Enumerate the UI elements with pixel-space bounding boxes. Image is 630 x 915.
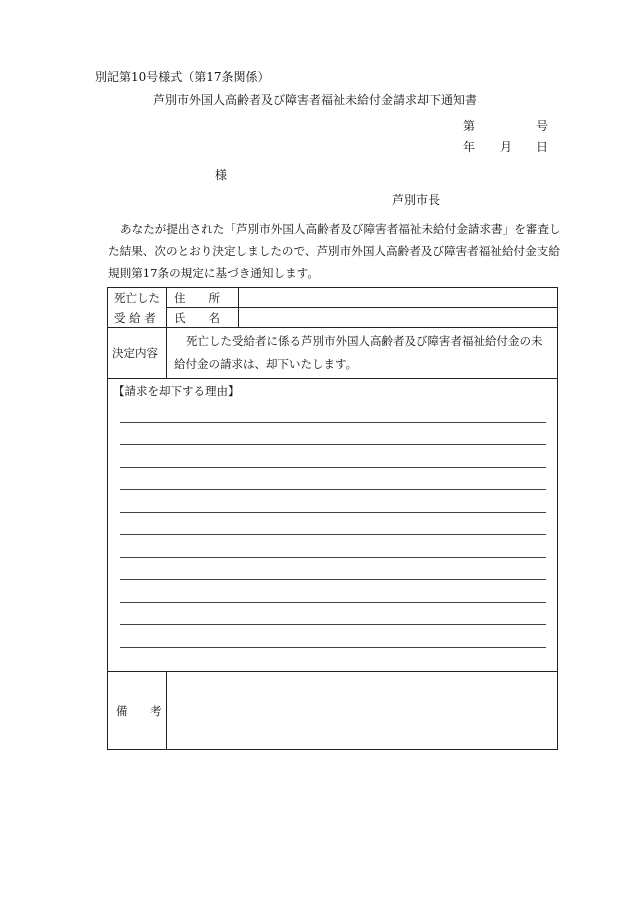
remarks-label-char-2: 考 [150, 704, 162, 718]
date-day-label: 日 [536, 140, 549, 154]
table-column-divider [166, 671, 167, 750]
table-row-divider [107, 378, 558, 379]
remarks-label-char-1: 備 [116, 704, 128, 718]
addressee-honorific: 様 [215, 168, 228, 182]
table-border-bottom [107, 749, 558, 750]
document-number-suffix: 号 [536, 119, 549, 133]
deceased-recipient-label-bottom: 受 給 者 [114, 311, 156, 325]
issuer-name: 芦別市長 [392, 193, 441, 207]
table-column-divider [166, 287, 167, 378]
reason-writing-line [120, 489, 546, 490]
decision-label: 決定内容 [112, 346, 158, 360]
form-number-label: 別記第10号様式（第17条関係） [95, 70, 270, 84]
table-border-right [557, 287, 558, 750]
reason-writing-line [120, 647, 546, 648]
deceased-recipient-label-top: 死亡した [114, 291, 160, 305]
document-title: 芦別市外国人高齢者及び障害者福祉未給付金請求却下通知書 [152, 93, 477, 107]
notice-body-line-2: た結果、次のとおり決定しましたので、芦別市外国人高齢者及び障害者福祉給付金支給 [108, 244, 560, 258]
table-row-divider [107, 327, 558, 328]
reason-writing-line [120, 467, 546, 468]
reason-writing-line [120, 444, 546, 445]
table-row-divider [107, 671, 558, 672]
reason-writing-line [120, 602, 546, 603]
document-number-prefix: 第 [463, 119, 476, 133]
address-label: 住 所 [174, 291, 220, 305]
date-year-label: 年 [463, 140, 476, 154]
notice-body-line-3: 規則第17条の規定に基づき通知します。 [108, 266, 319, 280]
reason-writing-line [120, 422, 546, 423]
name-label: 氏 名 [174, 311, 220, 325]
table-row-divider [166, 307, 557, 308]
reason-writing-line [120, 534, 546, 535]
reason-writing-line [120, 624, 546, 625]
table-column-divider [238, 287, 239, 327]
reason-writing-line [120, 557, 546, 558]
decision-text-line-2: 給付金の請求は、却下いたします。 [174, 357, 358, 371]
rejection-reason-label: 【請求を却下する理由】 [113, 384, 240, 398]
notice-body [108, 218, 568, 284]
table-border-top [107, 287, 558, 288]
date-month-label: 月 [500, 140, 513, 154]
notice-body-line-1: あなたが提出された「芦別市外国人高齢者及び障害者福祉未給付金請求書」を審査し [120, 222, 561, 236]
reason-writing-line [120, 579, 546, 580]
decision-text-line-1: 死亡した受給者に係る芦別市外国人高齢者及び障害者福祉給付金の未 [186, 334, 543, 348]
reason-writing-line [120, 512, 546, 513]
table-border-left [107, 287, 108, 750]
